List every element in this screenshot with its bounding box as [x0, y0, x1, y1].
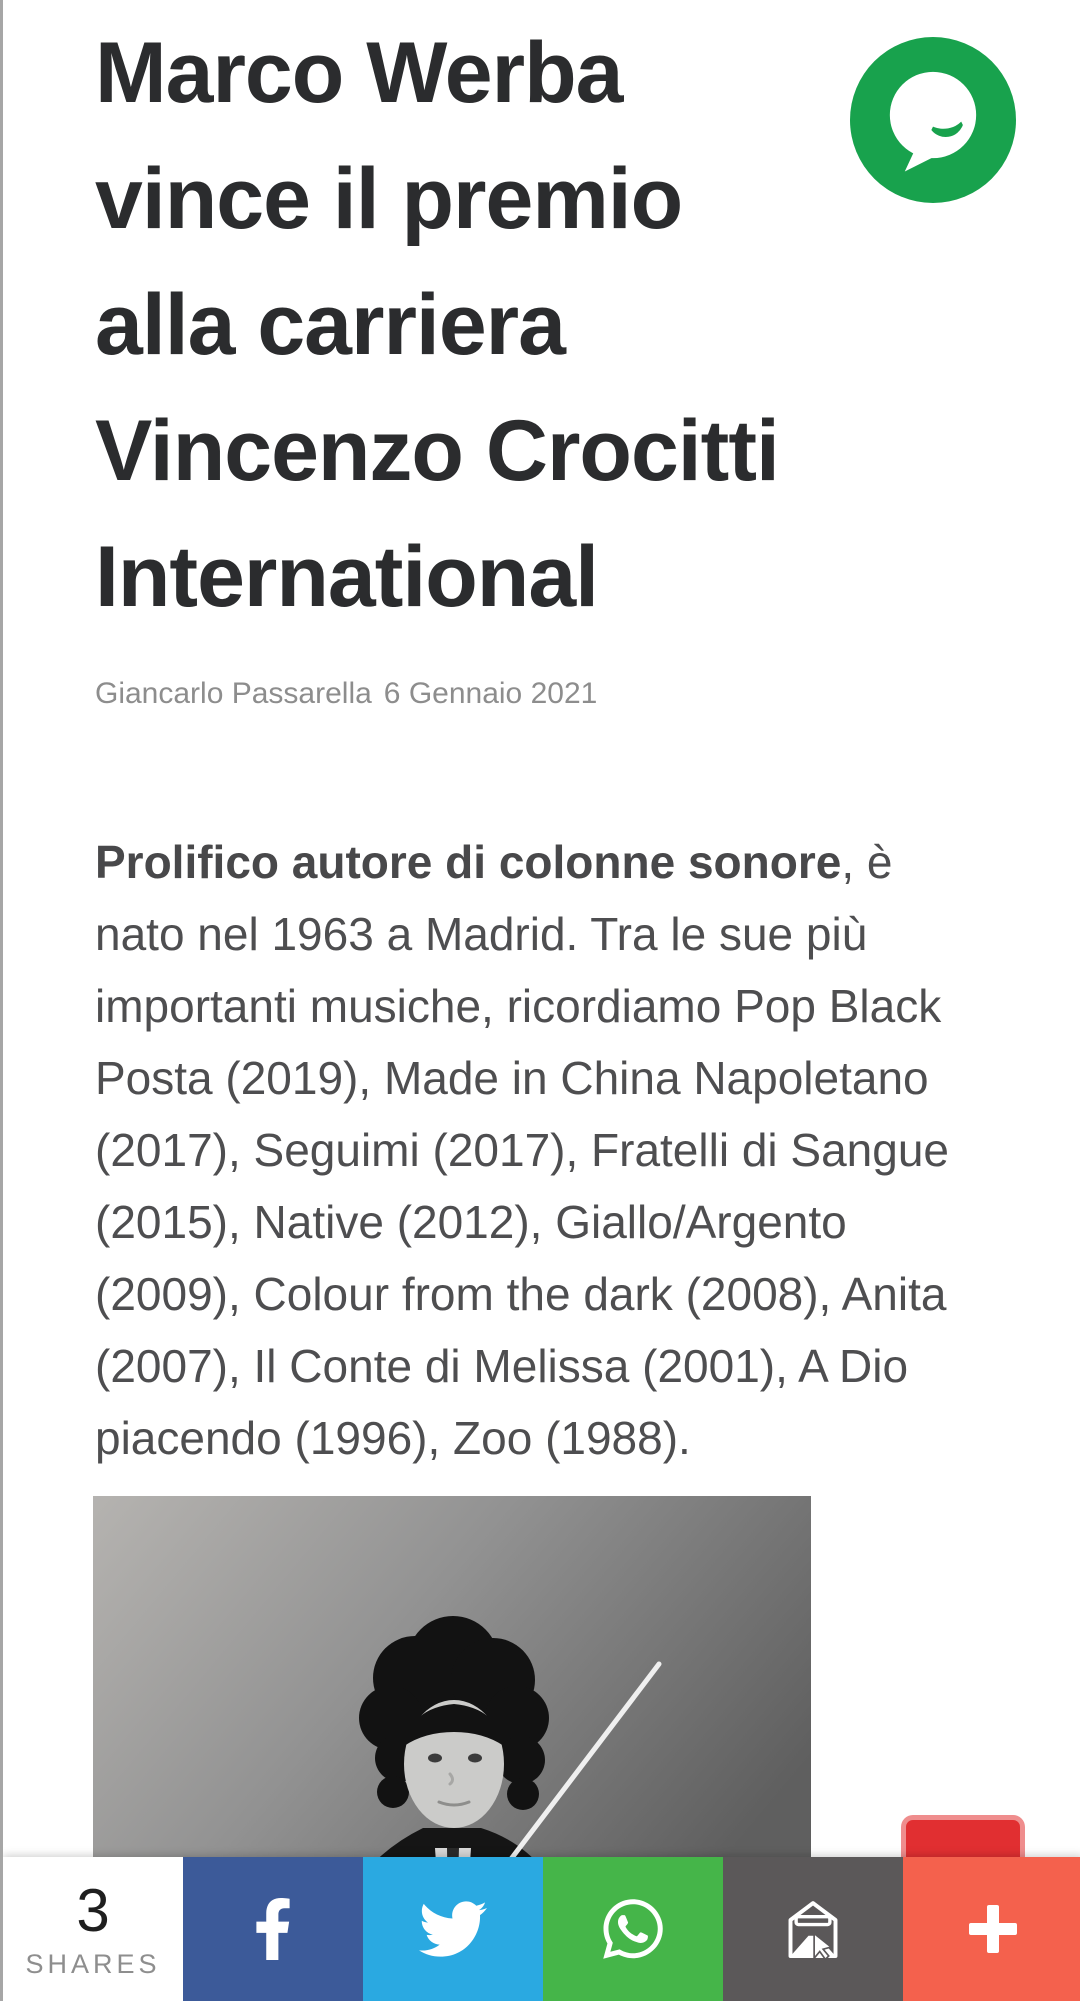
facebook-share-button[interactable]: [183, 1857, 363, 2001]
title-line: Marco Werba: [95, 25, 623, 121]
article-paragraph: [95, 826, 987, 1474]
floating-red-element: [901, 1815, 1025, 1861]
paragraph-lead: Prolifico autore di colonne sonore: [95, 836, 842, 888]
twitter-share-button[interactable]: [363, 1857, 543, 2001]
article-content: [3, 0, 1080, 1970]
follow-email-button[interactable]: [723, 1857, 903, 2001]
title-line: Vincenzo Crocitti: [95, 403, 779, 499]
byline: [95, 674, 990, 714]
open-envelope-cursor-icon: [777, 1893, 849, 1965]
share-count-label: SHARES: [25, 1948, 161, 1979]
publish-date: 6 Gennaio 2021: [383, 677, 598, 710]
chat-widget-button[interactable]: [850, 37, 1016, 203]
title-line: International: [95, 529, 599, 625]
share-count: [3, 1857, 183, 2001]
share-bar: [3, 1857, 1080, 2001]
paragraph-rest: , è nato nel 1963 a Madrid. Tra le sue più importanti musiche, ricordiamo Pop Black Posta (2019), Made in China Napoletano (2017), Seguimi (2017), Fratelli di Sangue (2015), Native (2012), Giallo/Argento (2009), Colour from the dark (2008), Anita (2007), Il Conte di Melissa (2001), A Dio piacendo (1996), Zoo (1988).: [95, 836, 950, 1464]
whatsapp-share-button[interactable]: [543, 1857, 723, 2001]
share-count-number: 3: [76, 1876, 110, 1944]
facebook-icon: [242, 1898, 304, 1960]
title-line: vince il premio: [95, 151, 683, 247]
title-line: alla carriera: [95, 277, 565, 373]
more-share-options-button[interactable]: [903, 1857, 1080, 2001]
twitter-icon: [419, 1895, 487, 1963]
author-name[interactable]: Giancarlo Passarella: [95, 677, 372, 710]
whatsapp-icon: [599, 1895, 667, 1963]
chat-bubble-icon: [850, 37, 1016, 203]
plus-icon: [963, 1899, 1023, 1959]
